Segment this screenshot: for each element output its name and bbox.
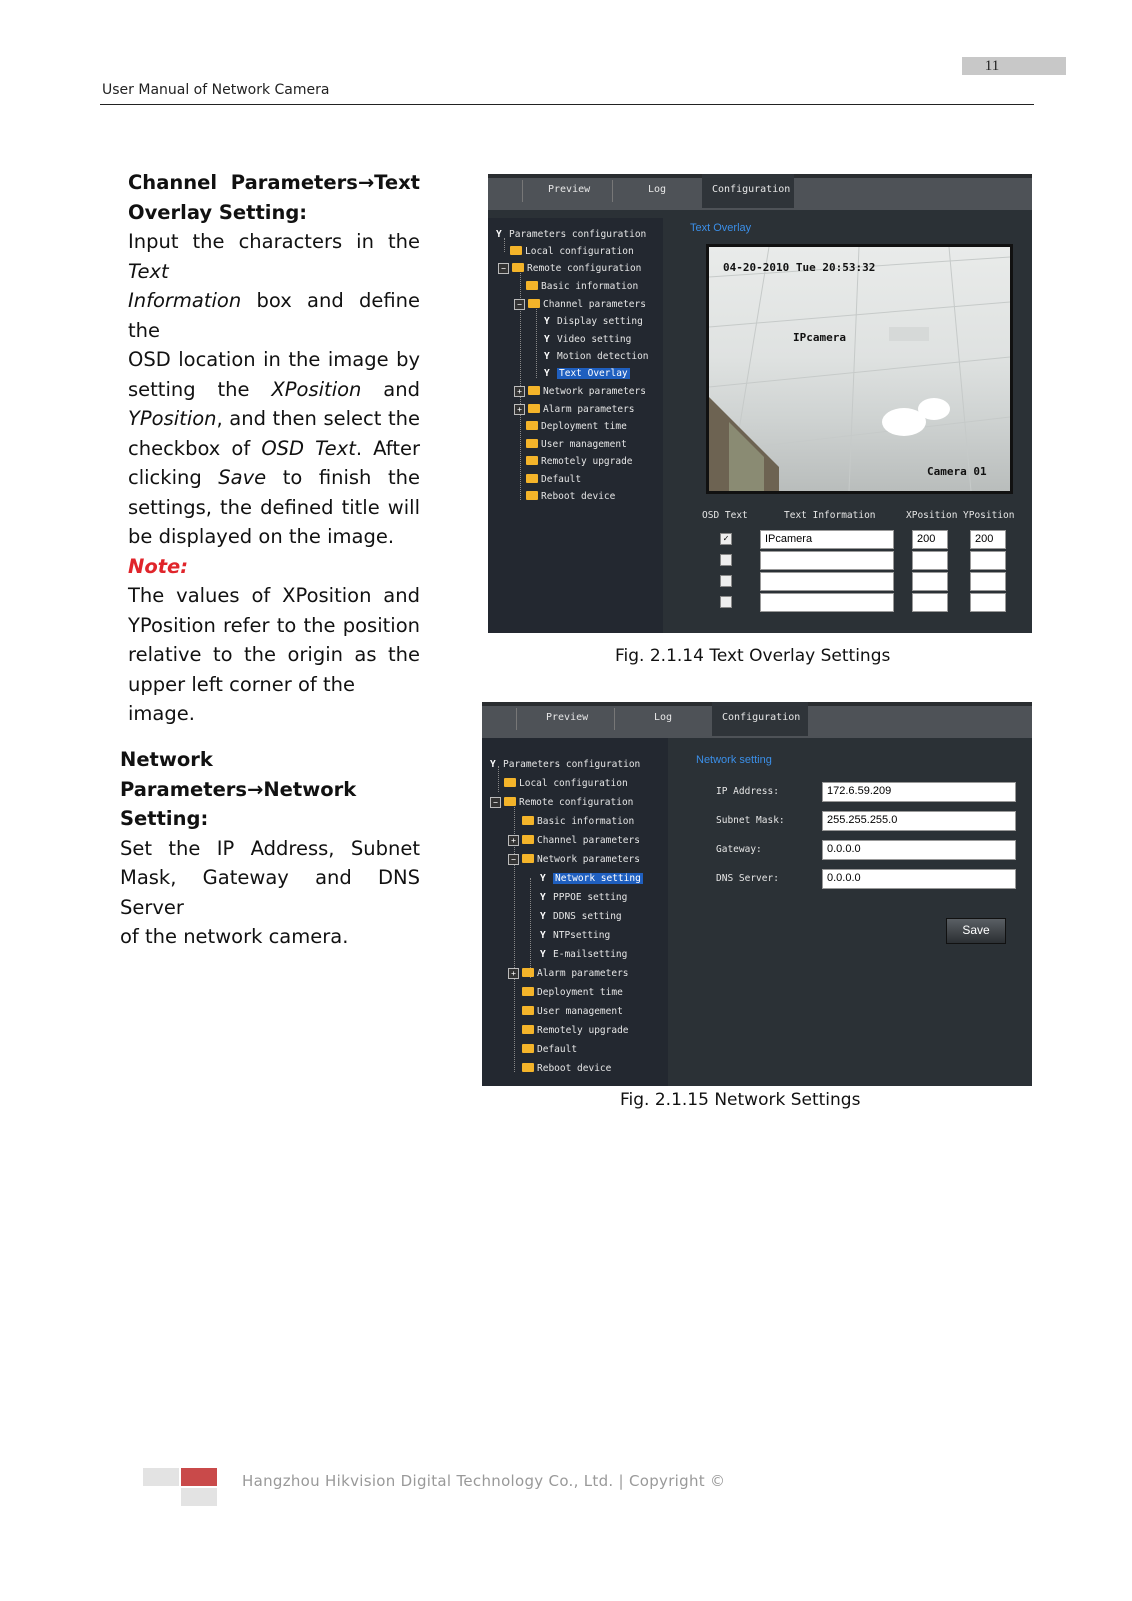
note-line: The values of XPosition and: [128, 584, 420, 607]
osd-checkbox-4[interactable]: [720, 596, 732, 608]
tree-item-remotely-upgrade[interactable]: Remotely upgrade: [522, 1025, 629, 1036]
wrench-icon: Y: [544, 368, 550, 379]
folder-icon: [526, 421, 538, 430]
note-line: upper left corner of the image.: [128, 672, 356, 725]
tree-item-network-parameters[interactable]: − Network parameters: [508, 854, 640, 865]
tree-item-local-configuration[interactable]: Local configuration: [504, 778, 628, 789]
section1-heading-line2: Overlay Setting:: [128, 200, 308, 224]
tree-item-local-configuration[interactable]: Local configuration: [510, 246, 634, 257]
section1-heading-part-b: Parameters→Text: [230, 171, 420, 194]
footer-logo-block-gray: [181, 1488, 217, 1506]
ip-address-label: IP Address:: [716, 786, 779, 797]
figure-caption-network-settings: Fig. 2.1.15 Network Settings: [620, 1090, 861, 1110]
subnet-mask-field[interactable]: 255.255.255.0: [822, 811, 1016, 831]
section1-body-line: setting the XPosition and: [128, 377, 420, 401]
folder-icon: [522, 854, 534, 863]
osd-checkbox-3[interactable]: [720, 575, 732, 587]
tree-item-deployment-time[interactable]: Deployment time: [526, 421, 627, 432]
tab-separator: [516, 708, 517, 730]
xposition-field-4[interactable]: [912, 593, 948, 612]
tab-configuration[interactable]: Configuration: [712, 184, 791, 195]
folder-icon: [526, 281, 538, 290]
osd-checkbox-2[interactable]: [720, 554, 732, 566]
text-information-field-1[interactable]: IPcamera: [760, 530, 894, 549]
section1-heading-part-a: Channel: [128, 171, 218, 194]
folder-icon: [522, 987, 534, 996]
section1-body-line: Input the characters in the Text: [128, 230, 420, 283]
camera-timestamp-overlay: 04-20-2010 Tue 20:53:32: [723, 261, 876, 274]
folder-icon: [526, 474, 538, 483]
tab-separator: [612, 180, 613, 202]
page-number: 11: [984, 58, 1000, 74]
tree-item-text-overlay[interactable]: Y Text Overlay: [544, 368, 628, 379]
wrench-icon: Y: [544, 351, 550, 362]
folder-icon: [504, 797, 516, 806]
folder-icon: [522, 816, 534, 825]
ip-address-field[interactable]: 172.6.59.209: [822, 782, 1016, 802]
tree-item-email-setting[interactable]: Y E-mailsetting: [540, 949, 628, 960]
folder-icon: [522, 1025, 534, 1034]
collapse-icon[interactable]: −: [490, 797, 501, 808]
section1-body-line: OSD location in the image by: [128, 348, 420, 371]
expand-icon[interactable]: +: [514, 404, 525, 415]
tree-item-channel-parameters[interactable]: + Channel parameters: [508, 835, 640, 846]
column-osd-text: OSD Text: [702, 510, 748, 521]
dns-server-field[interactable]: 0.0.0.0: [822, 869, 1016, 889]
yposition-field-4[interactable]: [970, 593, 1006, 612]
expand-icon[interactable]: +: [508, 968, 519, 979]
footer-logo-block-accent: [181, 1468, 217, 1486]
yposition-field-2[interactable]: [970, 551, 1006, 570]
collapse-icon[interactable]: −: [508, 854, 519, 865]
tab-configuration[interactable]: Configuration: [722, 712, 801, 723]
yposition-field-3[interactable]: [970, 572, 1006, 591]
tree-item-parameters-configuration[interactable]: Y Parameters configuration: [490, 759, 641, 770]
folder-icon: [522, 968, 534, 977]
camera-title-overlay: IPcamera: [793, 331, 846, 344]
tree-item-display-setting[interactable]: Y Display setting: [544, 316, 643, 327]
note-label: Note:: [128, 554, 189, 578]
tab-separator: [614, 708, 615, 730]
tab-preview[interactable]: Preview: [548, 184, 591, 195]
save-button[interactable]: Save: [946, 918, 1006, 944]
folder-icon: [528, 299, 540, 308]
camera-name-overlay: Camera 01: [927, 465, 987, 478]
section2-heading-line2: Parameters→Network Setting:: [120, 777, 357, 830]
footer-copyright: Hangzhou Hikvision Digital Technology Co., Ltd. | Copyright ©: [242, 1472, 726, 1490]
folder-icon: [504, 778, 516, 787]
tree-item-default[interactable]: Default: [522, 1044, 577, 1055]
tree-item-reboot-device[interactable]: Reboot device: [526, 491, 615, 502]
xposition-field-1[interactable]: 200: [912, 530, 948, 549]
tab-log[interactable]: Log: [654, 712, 673, 723]
tree-item-alarm-parameters[interactable]: + Alarm parameters: [508, 968, 629, 979]
section2-body-line: Mask, Gateway and DNS Server: [120, 866, 420, 919]
tree-item-user-management[interactable]: User management: [522, 1006, 623, 1017]
wrench-icon: Y: [540, 930, 546, 941]
collapse-icon[interactable]: −: [514, 299, 525, 310]
header-rule: [100, 104, 1034, 105]
osd-checkbox-1[interactable]: ✓: [720, 533, 732, 545]
tree-item-remote-configuration[interactable]: − Remote configuration: [490, 797, 633, 808]
folder-icon: [522, 1044, 534, 1053]
wrench-icon: Y: [544, 316, 550, 327]
xposition-field-2[interactable]: [912, 551, 948, 570]
text-information-field-3[interactable]: [760, 572, 894, 591]
section1-heading-line1: [128, 168, 420, 198]
section2-body-line: of the network camera.: [120, 925, 349, 948]
wrench-icon: Y: [490, 759, 496, 770]
network-settings-screenshot: [482, 702, 1032, 1086]
network-setting-section-title: Network setting: [696, 754, 772, 766]
folder-icon: [522, 1063, 534, 1072]
folder-icon: [510, 246, 522, 255]
section1-body-line: checkbox of OSD Text. After: [128, 436, 420, 460]
folder-icon: [526, 456, 538, 465]
tab-separator: [522, 180, 523, 202]
gateway-field[interactable]: 0.0.0.0: [822, 840, 1016, 860]
yposition-field-1[interactable]: 200: [970, 530, 1006, 549]
section1-body-line: be displayed on the image.: [128, 525, 395, 548]
gateway-label: Gateway:: [716, 844, 762, 855]
collapse-icon[interactable]: −: [498, 263, 509, 274]
text-overlay-section-title: Text Overlay: [690, 222, 752, 234]
column-xposition: XPosition: [906, 510, 958, 521]
tree-item-ddns-setting[interactable]: Y DDNS setting: [540, 911, 622, 922]
folder-icon: [528, 386, 540, 395]
section1-body-line: Information box and define the: [128, 289, 420, 342]
wrench-icon: Y: [540, 892, 546, 903]
note-line: YPosition refer to the position: [128, 613, 420, 637]
tree-item-network-parameters[interactable]: + Network parameters: [514, 386, 646, 397]
tab-preview[interactable]: Preview: [546, 712, 589, 723]
folder-icon: [522, 835, 534, 844]
section1-text-block: [128, 168, 420, 729]
column-yposition: YPosition: [963, 510, 1015, 521]
section2-heading-line1: Network: [120, 748, 213, 771]
tree-item-remote-configuration[interactable]: − Remote configuration: [498, 263, 641, 274]
tree-item-channel-parameters[interactable]: − Channel parameters: [514, 299, 646, 310]
tree-item-pppoe-setting[interactable]: Y PPPOE setting: [540, 892, 628, 903]
text-overlay-screenshot: [488, 174, 1032, 633]
tree-item-network-setting[interactable]: Y Network setting: [540, 873, 641, 884]
xposition-field-3[interactable]: [912, 572, 948, 591]
tree-item-user-management[interactable]: User management: [526, 439, 627, 450]
section1-body-line: clicking Save to finish the: [128, 466, 420, 489]
folder-icon: [528, 404, 540, 413]
wrench-icon: Y: [496, 229, 502, 240]
dns-server-label: DNS Server:: [716, 873, 779, 884]
camera-preview-image: [706, 244, 1013, 494]
footer-logo-block-gray: [143, 1468, 179, 1486]
folder-icon: [512, 263, 524, 272]
ceiling-scene-graphic: [709, 247, 1010, 491]
expand-icon[interactable]: +: [508, 835, 519, 846]
tree-item-basic-information[interactable]: Basic information: [526, 281, 638, 292]
text-information-field-4[interactable]: [760, 593, 894, 612]
tree-item-motion-detection[interactable]: Y Motion detection: [544, 351, 649, 362]
tree-item-default[interactable]: Default: [526, 474, 581, 485]
tree-item-deployment-time[interactable]: Deployment time: [522, 987, 623, 998]
tree-item-ntp-setting[interactable]: Y NTPsetting: [540, 930, 611, 941]
section2-text-block: [120, 745, 420, 952]
column-text-information: Text Information: [784, 510, 876, 521]
expand-icon[interactable]: +: [514, 386, 525, 397]
tree-item-basic-information[interactable]: Basic information: [522, 816, 634, 827]
figure-caption-text-overlay: Fig. 2.1.14 Text Overlay Settings: [615, 646, 891, 666]
tree-item-alarm-parameters[interactable]: + Alarm parameters: [514, 404, 635, 415]
wrench-icon: Y: [540, 949, 546, 960]
section1-body-line: YPosition, and then select the: [128, 407, 420, 430]
wrench-icon: Y: [540, 873, 546, 884]
tree-item-parameters-configuration[interactable]: Y Parameters configuration: [496, 229, 647, 240]
folder-icon: [526, 439, 538, 448]
tree-item-remotely-upgrade[interactable]: Remotely upgrade: [526, 456, 633, 467]
wrench-icon: Y: [544, 334, 550, 345]
subnet-mask-label: Subnet Mask:: [716, 815, 785, 826]
tab-log[interactable]: Log: [648, 184, 667, 195]
section1-body-line: settings, the defined title will: [128, 495, 420, 519]
tree-item-video-setting[interactable]: Y Video setting: [544, 334, 632, 345]
tree-item-reboot-device[interactable]: Reboot device: [522, 1063, 611, 1074]
section2-body-line: Set the IP Address, Subnet: [120, 836, 420, 860]
folder-icon: [526, 491, 538, 500]
running-header-title: User Manual of Network Camera: [102, 82, 330, 98]
text-information-field-2[interactable]: [760, 551, 894, 570]
note-line: relative to the origin as the: [128, 643, 420, 666]
folder-icon: [522, 1006, 534, 1015]
wrench-icon: Y: [540, 911, 546, 922]
